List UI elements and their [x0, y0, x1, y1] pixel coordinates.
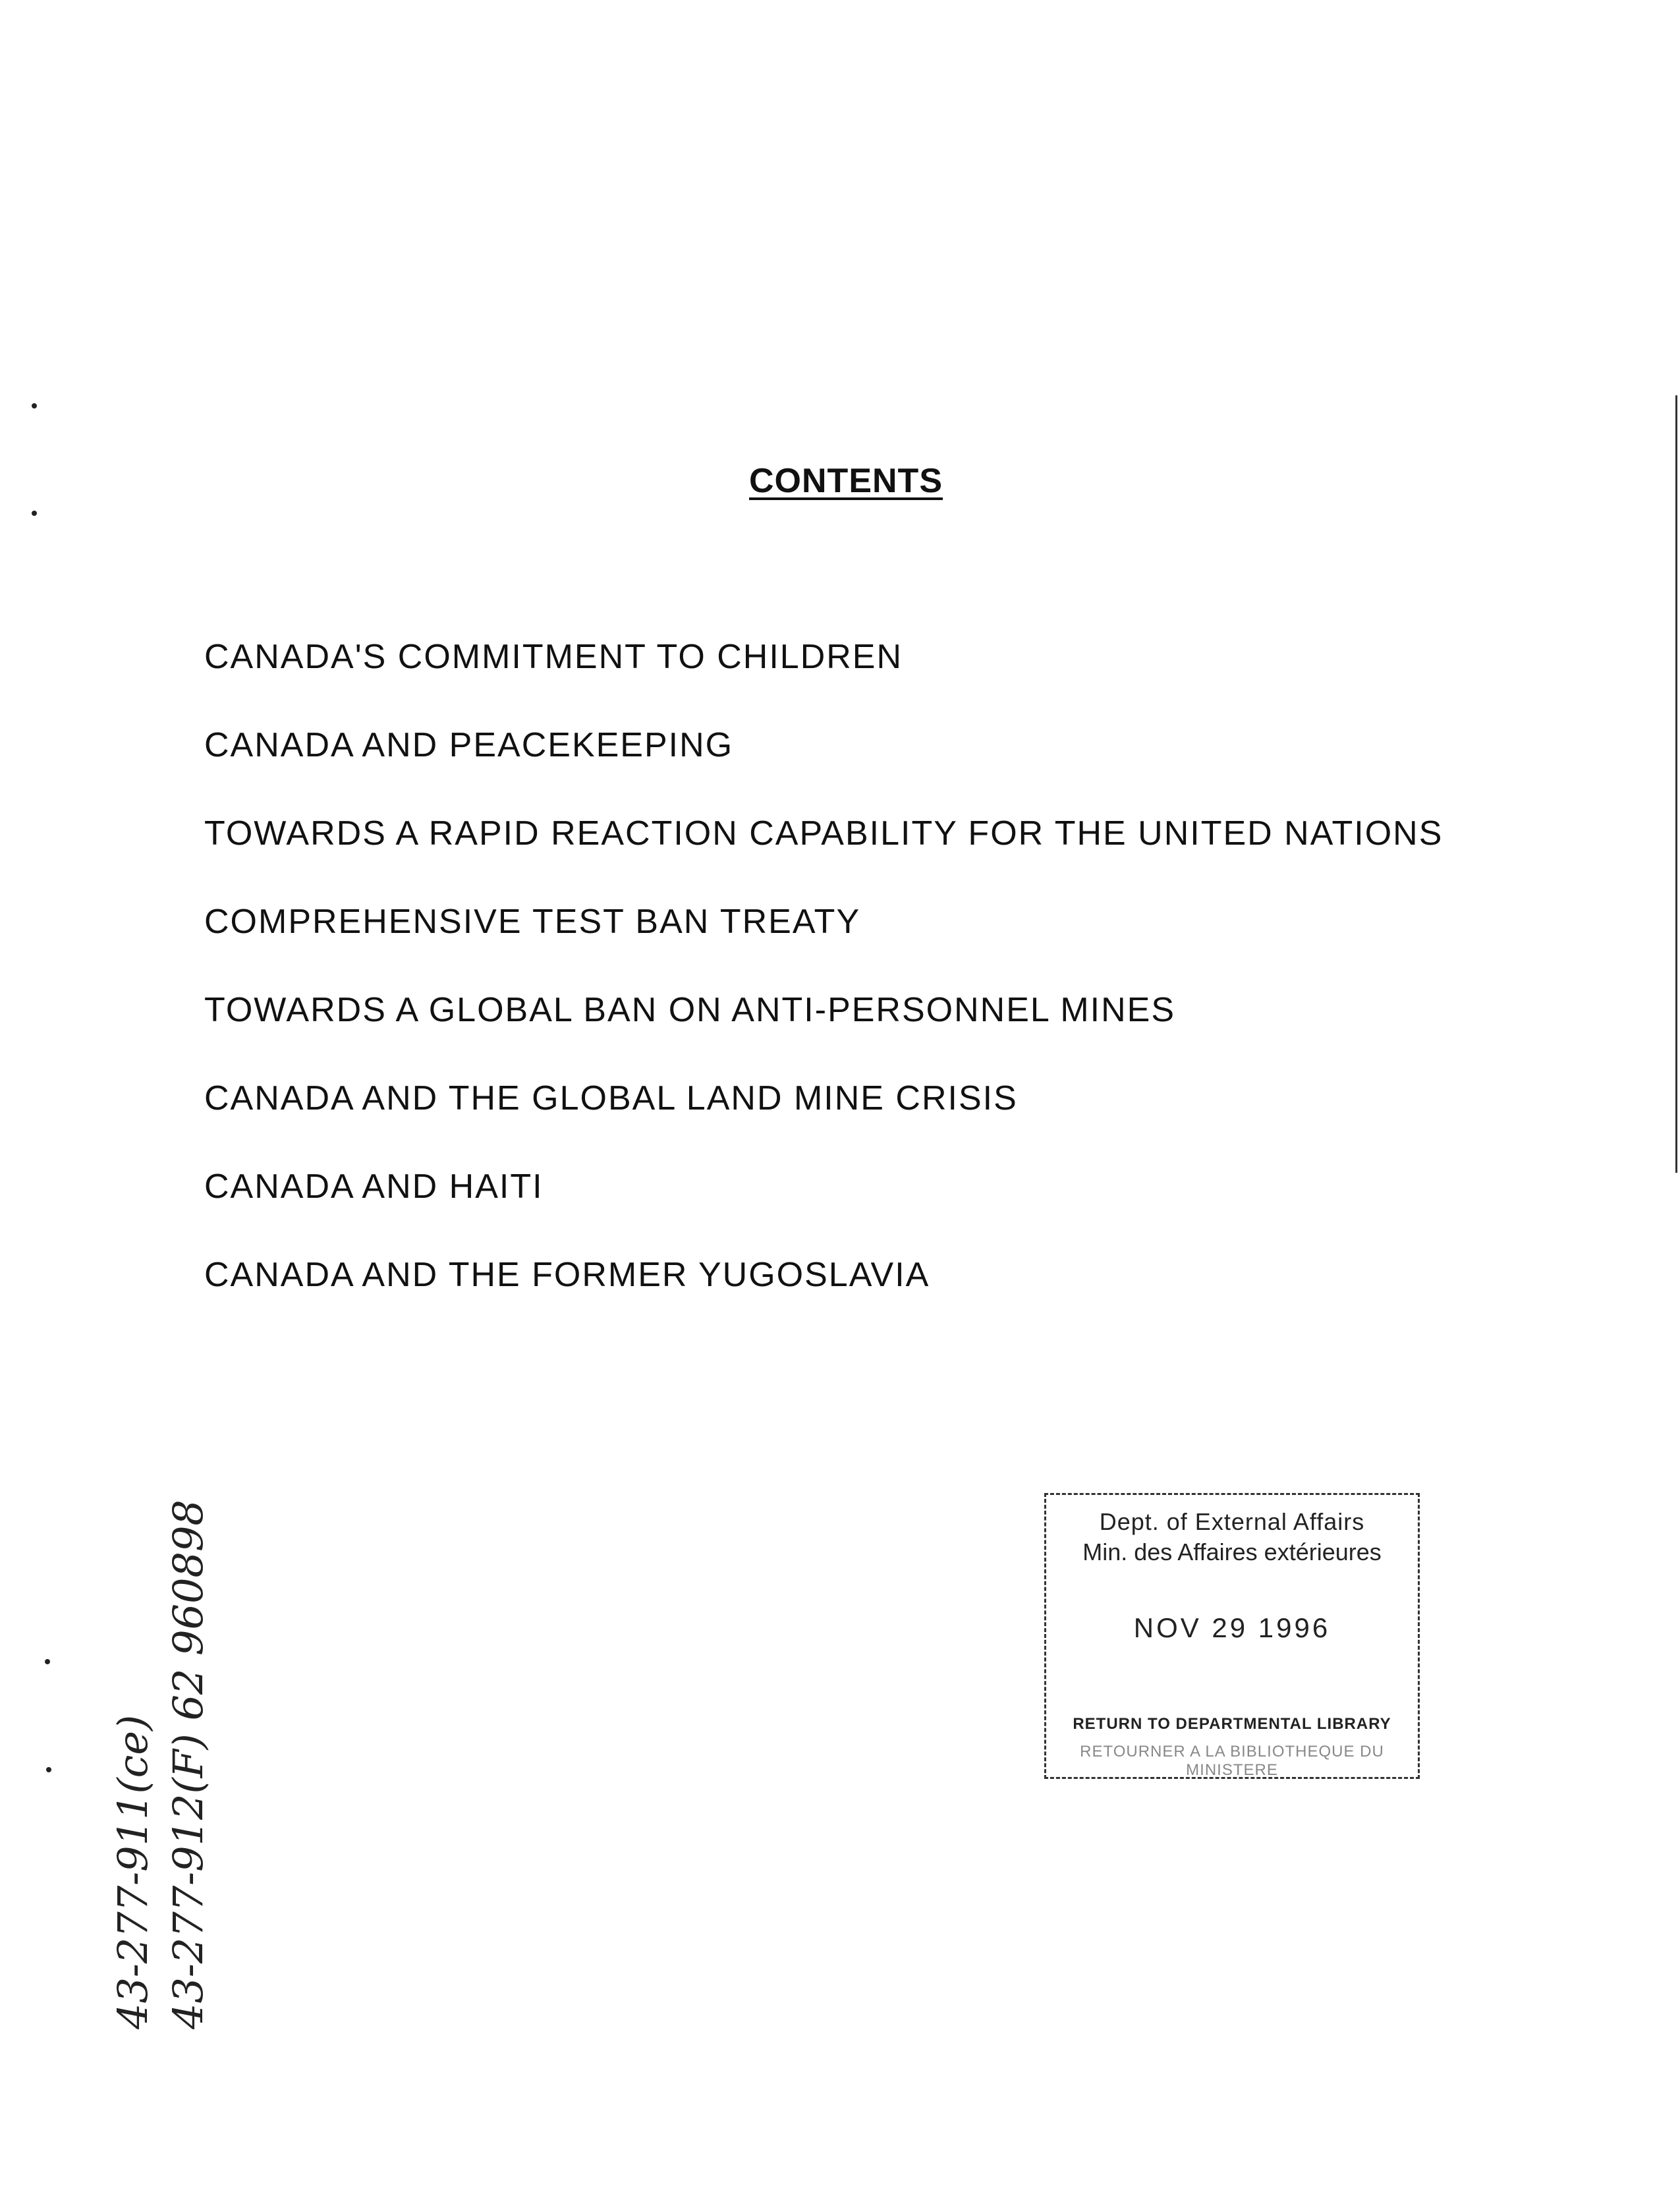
handwritten-line: 43-277-912(F) 62 960898	[164, 1500, 212, 2029]
handwritten-line: 43-277-911(ce)	[109, 1714, 157, 2029]
scan-speck	[45, 1659, 50, 1664]
library-stamp	[1044, 1493, 1420, 1779]
contents-item: TOWARDS A RAPID REACTION CAPABILITY FOR THE UNITED NATIONS	[204, 814, 1443, 853]
stamp-return-en: RETURN TO DEPARTMENTAL LIBRARY	[1073, 1715, 1391, 1733]
scan-speck	[46, 1767, 51, 1772]
scan-edge-line	[1675, 395, 1677, 1173]
contents-item: CANADA AND PEACEKEEPING	[204, 726, 734, 764]
contents-list	[204, 636, 1443, 1342]
scan-speck	[32, 403, 37, 408]
stamp-department-en: Dept. of External Affairs	[1099, 1508, 1365, 1535]
contents-item: CANADA AND THE GLOBAL LAND MINE CRISIS	[204, 1079, 1018, 1117]
stamp-date: NOV 29 1996	[1133, 1612, 1331, 1643]
contents-item: CANADA AND THE FORMER YUGOSLAVIA	[204, 1256, 930, 1294]
contents-item: CANADA AND HAITI	[204, 1168, 544, 1206]
handwritten-reference-numbers	[105, 1500, 216, 2029]
page-title: CONTENTS	[749, 462, 943, 500]
stamp-return-fr: RETOURNER A LA BIBLIOTHEQUE DU MINISTERE	[1080, 1743, 1384, 1779]
stamp-department-fr: Min. des Affaires extérieures	[1082, 1538, 1382, 1565]
contents-item: COMPREHENSIVE TEST BAN TREATY	[204, 903, 861, 941]
contents-item: CANADA'S COMMITMENT TO CHILDREN	[204, 638, 903, 676]
contents-item: TOWARDS A GLOBAL BAN ON ANTI-PERSONNEL MINES	[204, 991, 1176, 1029]
scan-speck	[32, 511, 37, 516]
